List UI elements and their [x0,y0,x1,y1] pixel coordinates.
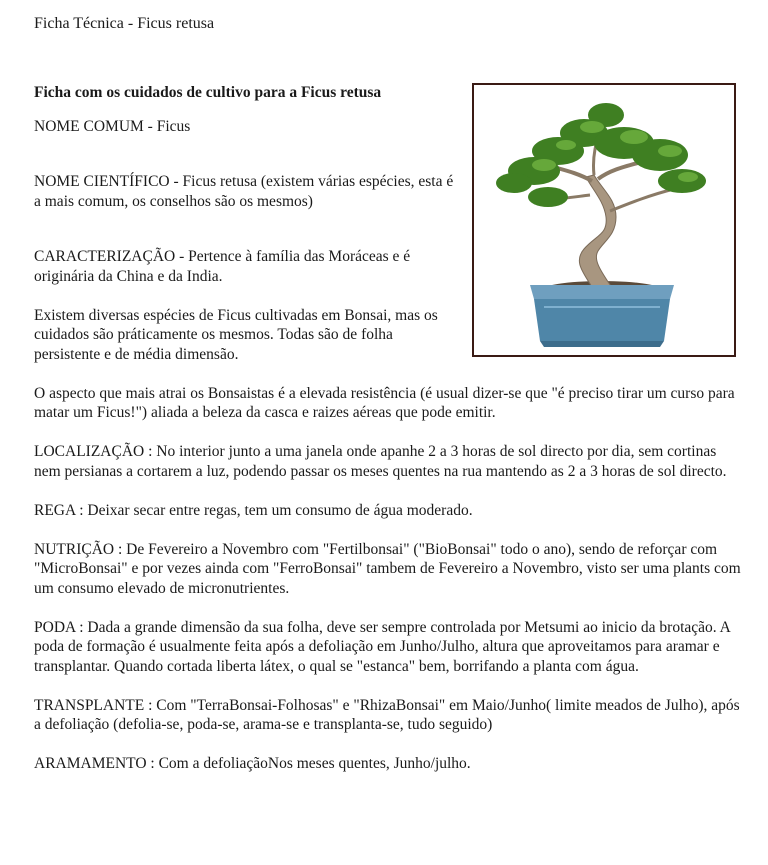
bonsai-photo [472,83,736,357]
document-heading: Ficha com os cuidados de cultivo para a Ficus retusa [34,84,382,101]
paragraph-caracterizacao: CARACTERIZAÇÃO - Pertence à família das Moráceas e é originária da China e da India. [34,248,411,285]
paragraph-nome-cientifico: NOME CIENTÍFICO - Ficus retusa (existem várias espécies, esta é a mais comum, os conselhos são os mesmos) [34,173,454,210]
paragraph-aspecto: O aspecto que mais atrai os Bonsaistas é a elevada resistência (é usual dizer-se que "é preciso tirar um curso para matar um Ficus!") aliada a beleza da casca e raizes aéreas que pode emitir. [34,384,735,421]
page-title: Ficha Técnica - Ficus retusa [34,15,215,32]
ficus-bonsai-illustration [474,85,734,355]
paragraph-poda: PODA : Dada a grande dimensão da sua folha, deve ser sempre controlada por Metsumi ao inicio da brotação. A poda de formação é usualmente feita após a defoliação em Junho/Julho, altura que aproveitamos para aramar e transplantar. Quando cortada liberta látex, o qual se "estanca" bem, borrifando a planta com água. [34,618,731,675]
paragraph-localizacao: LOCALIZAÇÃO : No interior junto a uma janela onde apanhe 2 a 3 horas de sol directo por dia, sem cortinas nem persianas a cortarem a luz, podendo passar os meses quentes na rua mantendo as 2 a 3 horas de sol directo. [34,443,727,480]
paragraph-especies: Existem diversas espécies de Ficus cultivadas em Bonsai, mas os cuidados são práticamente os mesmos. Todas são de folha persistente e de média dimensão. [34,306,438,363]
paragraph-aramamento: ARAMAMENTO : Com a defoliaçãoNos meses quentes, Junho/julho. [34,755,471,772]
paragraph-nutricao: NUTRIÇÃO : De Fevereiro a Novembro com "Fertilbonsai" ("BioBonsai" todo o ano), sendo de reforçar com "MicroBonsai" e por vezes ainda com "FerroBonsai" tambem de Fevereiro a Novembro, visto ser uma plants com um consumo elevado de micronutrientes. [34,540,741,597]
paragraph-rega: REGA : Deixar secar entre regas, tem um consumo de água moderado. [34,501,473,519]
paragraph-nome-comum: NOME COMUM - Ficus [34,117,191,135]
document-body [34,83,746,793]
paragraph-transplante: TRANSPLANTE : Com "TerraBonsai-Folhosas" e "RhizaBonsai" em Maio/Junho( limite meados de Julho), após a defoliação (defolia-se, poda-se, arama-se e transplanta-se, tudo seguido) [34,696,740,733]
